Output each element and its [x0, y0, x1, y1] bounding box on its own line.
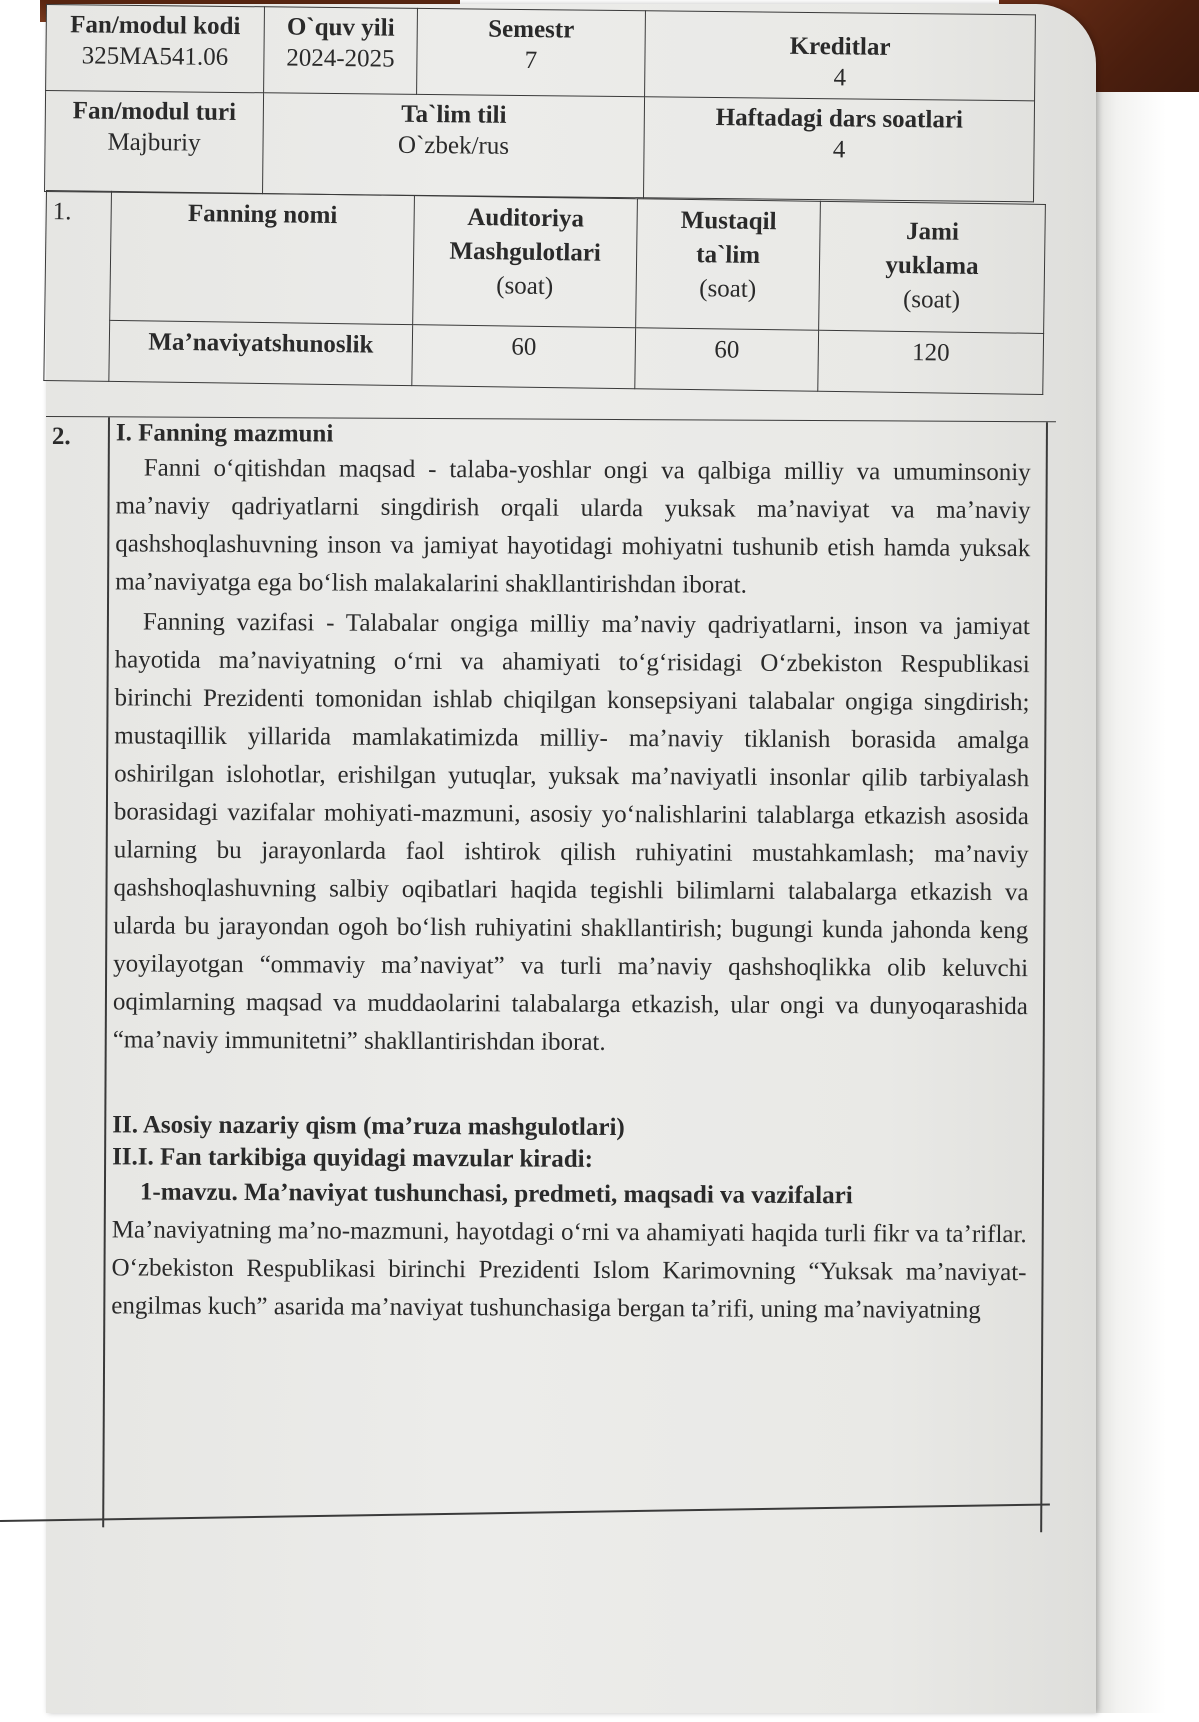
course-code-value: 325MA541.06 [81, 42, 229, 72]
goal-paragraph: Fanni o‘qitishdan maqsad - talaba-yoshlar ongi va qalbiga milliy va umuminsoniy ma’naviy qadriyatlarni singdirish orqali ularda yuksak ma’naviyat va ma’naviy qashshoqlashuvning inson va jamiyat hayotidagi mohiyatni tushunib etish hamda yuksak ma’naviyatga ega bo‘lish malakalarini shakllantirishdan iborat. [115, 454, 1031, 599]
auditorium-header-line1: Auditoriya [467, 203, 585, 233]
section2-subheading: II.I. Fan tarkibiga quyidagi mavzular kiradi: [112, 1143, 594, 1173]
course-code-label: Fan/modul kodi [70, 11, 241, 41]
total-load-header-unit: (soat) [902, 284, 961, 313]
course-content-section [39, 416, 1056, 1722]
content-body [111, 417, 1031, 1330]
tasks-paragraph: Fanning vazifasi - Talabalar ongiga milliy ma’naviy qadriyatlarni, inson va jamiyat hayotida ma’naviyatning o‘rni va ahamiyati to‘g‘risidagi O‘zbekiston Respublikasi birinchi Prezidenti tomonidan ishlab chiqilgan konsepsiyani talabalar ongiga singdirish; mustaqillik yillarida mamlakatimizda milliy- ma’naviy tiklanish borasida amalga oshirilgan islohotlar, erishilgan yutuqlar, yuksak ma’naviyatli insonlar qilib tarbiyalash borasidagi vazifalar mohiyati-mazmuni, asosiy yo‘nalishlarini talablarga etkazish asosida ularning bu jarayonlarda faol ishtirok qilish ruhiyatini mustahkamlash; ma’naviy qashshoqlashuvning salbiy oqibatlari haqida tegishli bilimlarni talabalarga etkazish va ularda bu jarayondan ogoh bo‘lish ruhiyatini shakllantirish; bugungi kunda jahonda keng yoyilayotgan “ommaviy ma’naviyat” va turli ma’naviy qashshoqlikka olib keluvchi oqimlarning maqsad va muddaolarini talabalarga etkazish, ular ongi va dunyoqarashida “ma’naviy immunitetni” shakllantirishdan iborat. [112, 608, 1030, 1056]
course-type-cell [45, 90, 264, 193]
section2-heading: II. Asosiy nazariy qism (ma’ruza mashgulotlari) [112, 1111, 625, 1142]
course-type-value: Majburiy [107, 128, 201, 157]
weekly-hours-cell [644, 96, 1035, 201]
syllabus-document [46, 4, 1036, 1324]
independent-study-header [636, 198, 821, 330]
total-load-header [819, 201, 1046, 333]
auditorium-header [413, 195, 638, 327]
credits-value: 4 [833, 64, 847, 92]
topic1-title: 1-mavzu. Ma’naviyat tushunchasi, predmeti, maqsadi va vazifalari [139, 1178, 853, 1210]
topic1-text: Ma’naviyatning ma’no-mazmuni, hayotdagi o‘rni va ahamiyati haqida turli fikr va ta’riflar. O‘zbekiston Respublikasi birinchi Prezidenti Islom Karimovning “Yuksak ma’naviyat-engilmas kuch” asarida ma’naviyat tushunchasiga bergan ta’rifi, uning ma’naviyatning [111, 1216, 1027, 1324]
subject-name-header-label: Fanning nomi [187, 199, 338, 229]
content-heading: I. Fanning mazmuni [115, 419, 334, 448]
weekly-hours-label: Haftadagi dars soatlari [715, 103, 964, 134]
column-divider [102, 417, 109, 1527]
language-cell [263, 92, 645, 197]
spacer [112, 1059, 1027, 1114]
academic-year-value: 2024-2025 [286, 44, 395, 73]
total-hours-value: 120 [818, 330, 1044, 394]
subject-name-header [110, 191, 415, 324]
workload-table [43, 190, 1046, 395]
course-info-table [44, 4, 1036, 202]
course-type-label: Fan/modul turi [72, 96, 237, 126]
independent-study-header-line1: Mustaqil [680, 206, 777, 235]
auditorium-header-unit: (soat) [496, 271, 554, 300]
credits-cell [645, 11, 1036, 101]
row-number-2: 2. [51, 423, 71, 451]
academic-year-label: O`quv yili [286, 13, 395, 42]
independent-study-header-line2: ta`lim [696, 240, 761, 269]
semester-label: Semestr [488, 15, 575, 44]
right-border [1040, 422, 1047, 1532]
weekly-hours-value: 4 [832, 135, 846, 164]
auditorium-hours-value: 60 [412, 324, 636, 388]
independent-hours-value: 60 [635, 327, 819, 391]
semester-cell [417, 8, 646, 96]
language-label: Ta`lim tili [401, 100, 507, 129]
adjacent-page-edge [1088, 92, 1199, 1713]
academic-year-cell [264, 7, 418, 94]
course-code-cell [46, 5, 265, 93]
total-load-header-line2: yuklama [885, 250, 979, 280]
independent-study-header-unit: (soat) [699, 274, 757, 302]
subject-name-value: Ma’naviyatshunoslik [109, 320, 413, 385]
credits-label: Kreditlar [789, 32, 891, 61]
auditorium-header-line2: Mashgulotlari [449, 236, 602, 267]
total-load-header-line1: Jami [905, 217, 960, 246]
language-value: O`zbek/rus [397, 131, 510, 160]
semester-value: 7 [524, 47, 538, 75]
row-number-1: 1. [44, 190, 112, 381]
